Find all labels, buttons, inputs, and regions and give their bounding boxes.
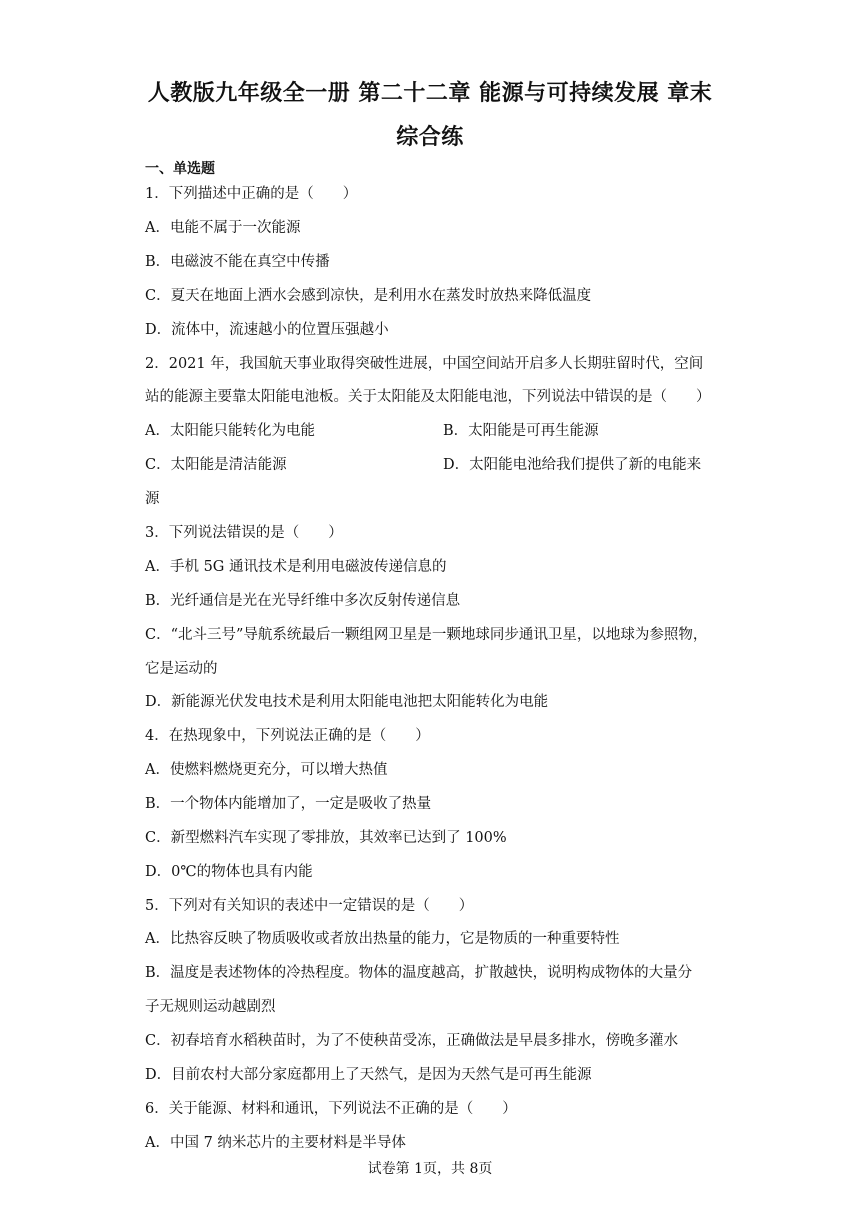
document-title-line-1: 人教版九年级全一册 第二十二章 能源与可持续发展 章末 [147,81,713,106]
question-5-option-b-continued: 子无规则运动越剧烈 [145,999,276,1015]
document-title-line-2: 综合练 [396,125,464,150]
question-1-option-b: B．电磁波不能在真空中传播 [145,254,330,270]
question-2-option-c: C．太阳能是清洁能源 [145,457,287,473]
question-4-option-d: D．0℃的物体也具有内能 [145,864,313,880]
question-3-stem: 3．下列说法错误的是（ ） [145,525,343,541]
question-3-option-c-continued: 它是运动的 [145,661,218,677]
question-6-option-a: A．中国 7 纳米芯片的主要材料是半导体 [145,1135,406,1151]
question-1-option-a: A．电能不属于一次能源 [145,220,301,236]
question-2-stem-line-1: 2．2021 年，我国航天事业取得突破性进展，中国空间站开启多人长期驻留时代，空间 [145,356,704,372]
question-5-stem: 5．下列对有关知识的表述中一定错误的是（ ） [145,898,474,914]
question-4-option-b: B．一个物体内能增加了，一定是吸收了热量 [145,796,432,812]
question-3-option-d: D．新能源光伏发电技术是利用太阳能电池把太阳能转化为电能 [145,694,549,710]
question-2-option-b: B．太阳能是可再生能源 [443,423,599,439]
question-6-stem: 6．关于能源、材料和通讯，下列说法不正确的是（ ） [145,1101,517,1117]
question-2-option-a: A．太阳能只能转化为电能 [145,423,315,439]
question-5-option-d: D．目前农村大部分家庭都用上了天然气，是因为天然气是可再生能源 [145,1067,592,1083]
question-2-option-d: D．太阳能电池给我们提供了新的电能来 [443,457,702,473]
question-2-stem-line-2: 站的能源主要靠太阳能电池板。关于太阳能及太阳能电池，下列说法中错误的是（ ） [145,389,711,405]
question-1-stem: 1．下列描述中正确的是（ ） [145,186,358,202]
section-heading: 一、单选题 [145,161,215,177]
question-3-option-c: C．“北斗三号”导航系统最后一颗组网卫星是一颗地球同步通讯卫星，以地球为参照物， [145,627,708,643]
question-2-option-d-continued: 源 [145,491,160,507]
question-5-option-a: A．比热容反映了物质吸收或者放出热量的能力，它是物质的一种重要特性 [145,931,620,947]
question-3-option-b: B．光纤通信是光在光导纤维中多次反射传递信息 [145,593,461,609]
question-3-option-a: A．手机 5G 通讯技术是利用电磁波传递信息的 [145,559,447,575]
question-1-option-d: D．流体中，流速越小的位置压强越小 [145,322,389,338]
question-4-option-a: A．使燃料燃烧更充分，可以增大热值 [145,762,388,778]
question-4-stem: 4．在热现象中，下列说法正确的是（ ） [145,728,430,744]
page-footer: 试卷第 1页，共 8页 [367,1161,493,1177]
question-1-option-c: C．夏天在地面上洒水会感到凉快，是利用水在蒸发时放热来降低温度 [145,288,592,304]
question-4-option-c: C．新型燃料汽车实现了零排放，其效率已达到了 100% [145,830,507,846]
question-5-option-b: B．温度是表述物体的冷热程度。物体的温度越高，扩散越快，说明构成物体的大量分 [145,965,693,981]
question-5-option-c: C．初春培育水稻秧苗时，为了不使秧苗受冻，正确做法是早晨多排水，傍晚多灌水 [145,1033,679,1049]
